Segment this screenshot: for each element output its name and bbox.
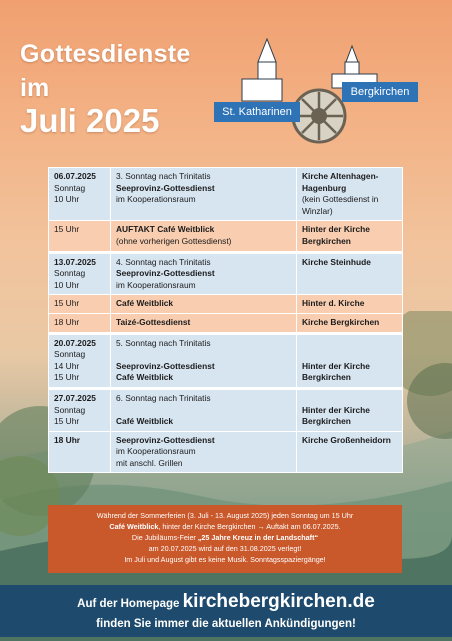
row-occasion: 3. Sonntag nach Trinitatis bbox=[116, 171, 211, 181]
notice-line-3 bbox=[54, 532, 396, 543]
row-place: Hinter der Kirche Bergkirchen bbox=[302, 360, 370, 383]
row-time: 15 Uhr bbox=[54, 372, 80, 383]
row-detail: im Kooperationsraum bbox=[116, 279, 196, 290]
table-row bbox=[49, 333, 403, 388]
row-date: 27.07.2025 bbox=[54, 392, 96, 403]
row-date: 06.07.2025 bbox=[54, 171, 96, 181]
service-schedule-table bbox=[48, 167, 403, 473]
notice-cafe-name: Café Weitblick bbox=[109, 522, 159, 531]
row-service: AUFTAKT Café Weitblick bbox=[116, 224, 215, 235]
row-place-note: (kein Gottesdienst in Winzlar) bbox=[302, 194, 379, 216]
row-time: 15 Uhr bbox=[54, 416, 80, 427]
row-date: 13.07.2025 bbox=[54, 256, 96, 267]
row-occasion: 6. Sonntag nach Trinitatis bbox=[116, 392, 211, 403]
table-row bbox=[49, 388, 403, 431]
row-day: Sonntag bbox=[54, 404, 86, 415]
footer-line-2: finden Sie immer die aktuellen Ankündigungen! bbox=[96, 618, 356, 630]
logo-label-bergkirchen: Bergkirchen bbox=[342, 82, 418, 102]
row-time: 15 Uhr bbox=[49, 295, 111, 314]
title-line-3: Juli 2025 bbox=[20, 102, 160, 139]
row-place: Hinter der Kirche Bergkirchen bbox=[302, 224, 370, 246]
table-row bbox=[49, 295, 403, 314]
row-time: 10 Uhr bbox=[54, 279, 80, 290]
row-date: 20.07.2025 bbox=[54, 337, 96, 348]
logo-label-st-katharinen: St. Katharinen bbox=[214, 102, 300, 122]
row-place: Kirche Altenhagen-Hagenburg bbox=[302, 171, 379, 193]
row-service: Café Weitblick bbox=[116, 298, 174, 309]
row-day: Sonntag bbox=[54, 182, 86, 193]
table-row bbox=[49, 221, 403, 252]
row-time: 18 Uhr bbox=[54, 434, 81, 445]
row-occasion: 4. Sonntag nach Trinitatis bbox=[116, 256, 211, 267]
notice-jubilee-intro: Die Jubiläums-Feier bbox=[131, 533, 198, 542]
homepage-link[interactable]: kirchebergkirchen.de bbox=[182, 591, 375, 612]
row-detail: im Kooperationsraum bbox=[116, 194, 196, 205]
row-place: Kirche Bergkirchen bbox=[302, 316, 380, 327]
table-row bbox=[49, 313, 403, 333]
row-detail: im Kooperationsraum bbox=[116, 446, 196, 457]
row-place: Hinter d. Kirche bbox=[302, 298, 365, 309]
row-service: Seeprovinz-Gottesdienst bbox=[116, 360, 215, 371]
row-place: Kirche Großenheidorn bbox=[302, 434, 391, 445]
row-place: Kirche Steinhude bbox=[302, 256, 371, 267]
row-time: 10 Uhr bbox=[54, 194, 80, 205]
title-line-1: Gottesdienste bbox=[20, 40, 191, 68]
title-line-2: im bbox=[20, 74, 50, 102]
row-service: Café Weitblick bbox=[116, 372, 174, 383]
row-detail: (ohne vorherigen Gottesdienst) bbox=[116, 235, 232, 246]
notice-jubilee-title: „25 Jahre Kreuz in der Landschaft“ bbox=[197, 533, 319, 542]
row-service: Café Weitblick bbox=[116, 416, 174, 427]
row-detail: mit anschl. Grillen bbox=[116, 457, 183, 468]
table-row bbox=[49, 252, 403, 295]
notice-line-5: Im Juli und August gibt es keine Musik. Sonntagsspaziergänge! bbox=[124, 555, 326, 564]
table-row bbox=[49, 431, 403, 473]
homepage-banner bbox=[0, 585, 452, 637]
row-service: Seeprovinz-Gottesdienst bbox=[116, 182, 215, 193]
notice-line-4: am 20.07.2025 wird auf den 31.08.2025 verlegt! bbox=[148, 544, 302, 553]
notice-line-1: Während der Sommerferien (3. Juli - 13. August 2025) jeden Sonntag um 15 Uhr bbox=[96, 511, 354, 520]
row-place: Hinter der Kirche Bergkirchen bbox=[302, 404, 370, 427]
row-occasion: 5. Sonntag nach Trinitatis bbox=[116, 337, 211, 348]
footer-line-1 bbox=[0, 591, 452, 613]
footer-pre-text: Auf der Homepage bbox=[77, 598, 183, 610]
row-service: Taizé-Gottesdienst bbox=[116, 316, 191, 327]
row-time: 18 Uhr bbox=[49, 313, 111, 333]
notice-cafe-detail: , hinter der Kirche Bergkirchen → Auftakt am 06.07.2025. bbox=[158, 522, 341, 531]
notice-line-2 bbox=[54, 521, 396, 532]
table-row bbox=[49, 168, 403, 221]
row-service: Seeprovinz-Gottesdienst bbox=[116, 268, 215, 279]
row-day: Sonntag bbox=[54, 268, 86, 279]
row-day: Sonntag bbox=[54, 349, 86, 360]
row-time: 15 Uhr bbox=[49, 221, 111, 252]
row-service: Seeprovinz-Gottesdienst bbox=[116, 434, 215, 445]
summer-notice-box bbox=[48, 505, 402, 573]
row-time: 14 Uhr bbox=[54, 360, 80, 371]
